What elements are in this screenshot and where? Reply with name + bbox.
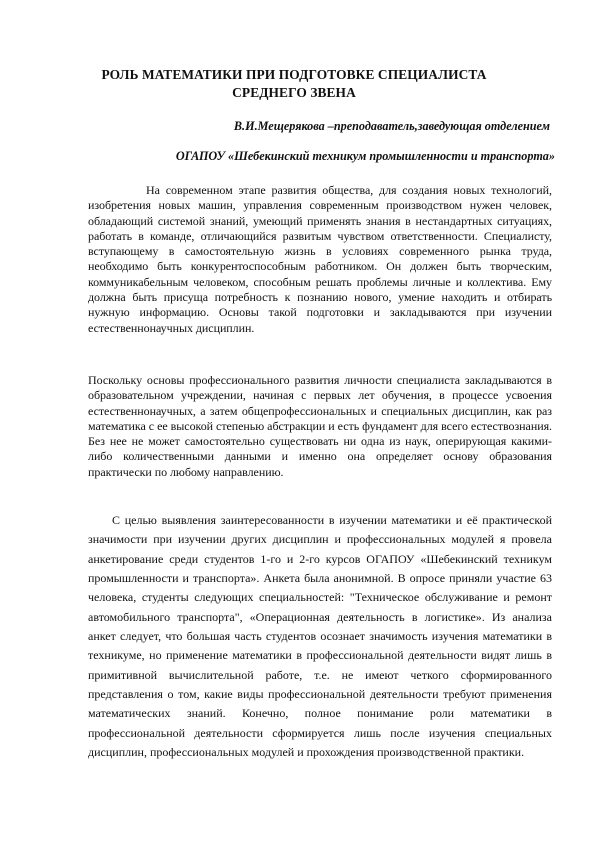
paragraph-1: На современном этапе развития общества, для создания новых технологий, изобретения новых машин, управления современным производством нужен человек, обладающий системой знаний, умеющий применять знания в нестандартных ситуациях, работать в команде, отличающийся развитым чувством ответственности. Специалисту, вступающему в самостоятельную жизнь в условиях современного рынка труда, необходимо быть конкурентоспособным работником. Он должен быть творческим, коммуникабельным человеком, способным решать проблемы личные и коллектива. Ему должна быть присуща потребность к познанию нового, умение находить и отбирать нужную информацию. Основы такой подготовки и закладываются при изучении естественнонаучных дисциплин. [88, 183, 552, 335]
title-line-2: СРЕДНЕГО ЗВЕНА [232, 85, 356, 100]
document-title [84, 66, 504, 102]
paragraph-2: Поскольку основы профессионального развития личности специалиста закладываются в образовательном учреждении, начиная с первых лет обучения, в процессе усвоения естественнонаучных, а затем общепрофессиональных и специальных дисциплин, как раз математика с ее высокой степенью абстракции и есть фундамент для всего естествознания. Без нее не может самостоятельно существовать ни одна из наук, оперирующая какими-либо количественными данными и именно она определяет основу образования практически по любому направлению. [88, 373, 552, 479]
paragraph-3: С целью выявления заинтересованности в изучении математики и её практической значимости при изучении других дисциплин и профессиональных модулей я провела анкетирование среди студентов 1-го и 2-го курсов ОГАПОУ «Шебекинский техникум промышленности и транспорта». Анкета была анонимной. В опросе приняли участие 63 человека, студенты следующих специальностей: "Техническое обслуживание и ремонт автомобильного транспорта", «Операционная деятельность в логистике». Из анализа анкет следует, что большая часть студентов осознает значимость изучения математики в техникуме, но применение математики в профессиональной деятельности видят лишь в примитивной вычислительной работе, т.е. не имеют четкого сформированного представления о том, какие виды профессиональной деятельности требуют применения математических знаний. Конечно, полное понимание роли математики в профессиональной деятельности сформируется лишь после изучения специальных дисциплин, профессиональных модулей и прохождения производственной практики. [88, 513, 552, 760]
author-line: В.И.Мещерякова –преподаватель,заведующая отделением [233, 119, 550, 133]
organization-line: ОГАПОУ «Шебекинский техникум промышленности и транспорта» [175, 149, 555, 163]
title-line-1: РОЛЬ МАТЕМАТИКИ ПРИ ПОДГОТОВКЕ СПЕЦИАЛИСТА [101, 67, 487, 82]
